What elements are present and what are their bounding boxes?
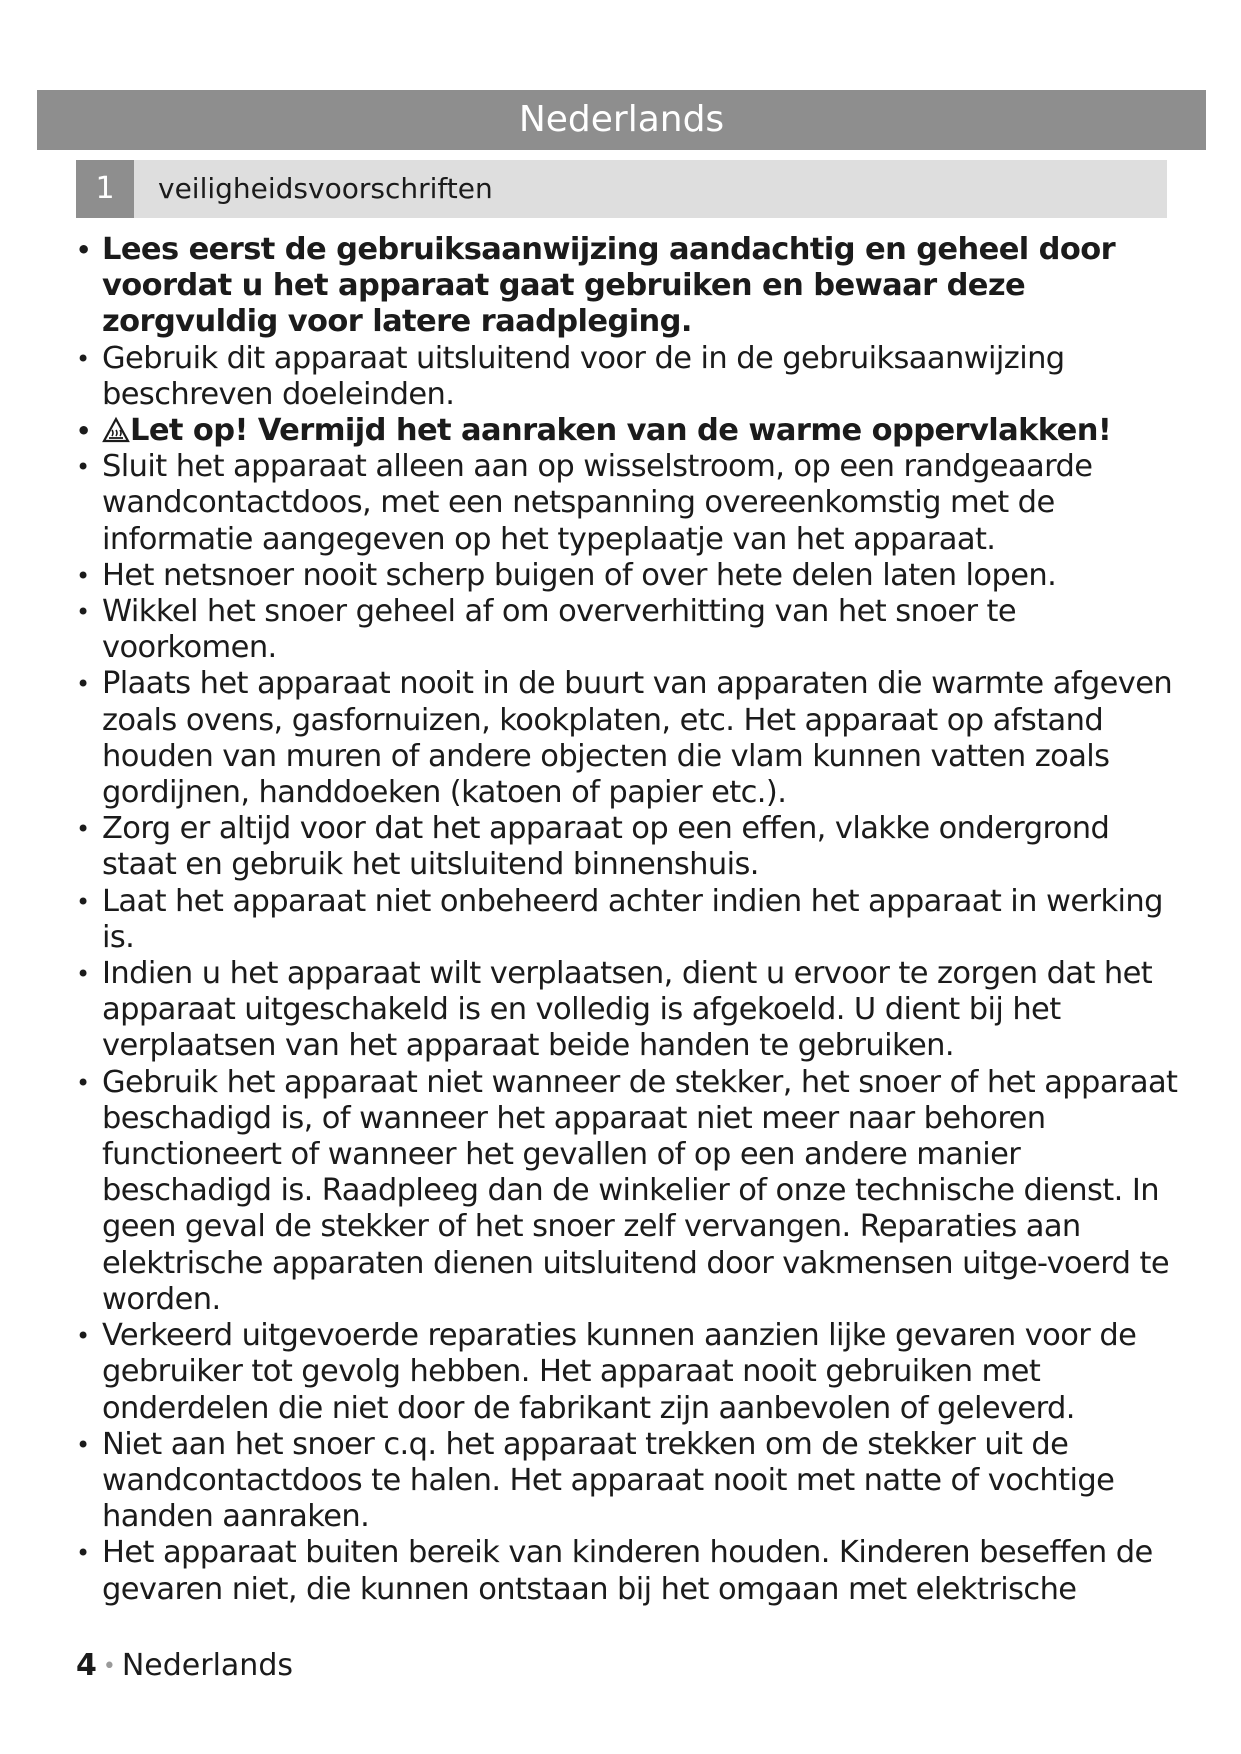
list-item-text: Het netsnoer nooit scherp buigen of over hete delen laten lopen. <box>102 557 1057 593</box>
page-number: 4 <box>76 1648 97 1683</box>
list-item-text: Indien u het apparaat wilt verplaatsen, dient u ervoor te zorgen dat het apparaat uitgeschakeld is en volledig is afgekoeld. U dient bij het verplaatsen van het apparaat beide handen te gebruiken. <box>102 956 1153 1064</box>
list-item <box>74 232 1184 341</box>
list-item-text: Zorg er altijd voor dat het apparaat op een effen, vlakke ondergrond staat en gebruik het uitsluitend binnenshuis. <box>102 811 1110 883</box>
bullet-icon: • <box>76 815 90 844</box>
bullet-icon: • <box>76 344 90 373</box>
list-item-text: Plaats het apparaat nooit in de buurt van apparaten die warmte afgeven zoals ovens, gasfornuizen, kookplaten, etc. Het apparaat op afstand houden van muren of andere objecten die vlam kunnen vatten zoals gordijnen, handdoeken (katoen of papier etc.). <box>102 666 1173 811</box>
list-item <box>74 1535 1184 1607</box>
bullet-icon: • <box>76 1539 90 1568</box>
list-item-text: Verkeerd uitgevoerde reparaties kunnen aanzien lijke gevaren voor de gebruiker tot gevolg hebben. Het apparaat nooit gebruiken met onderdelen die niet door de fabrikant zijn aanbevolen of geleverd. <box>102 1318 1137 1426</box>
list-item <box>74 341 1184 413</box>
list-item-text: Lees eerst de gebruiksaanwijzing aandachtig en geheel door voordat u het apparaat gaat gebruiken en bewaar deze zorgvuldig voor latere raadpleging. <box>102 232 1116 340</box>
language-banner <box>37 90 1206 150</box>
list-item-text: Het apparaat buiten bereik van kinderen houden. Kinderen beseffen de gevaren niet, die kunnen ontstaan bij het omgaan met elektrische <box>102 1535 1153 1607</box>
bullet-icon: • <box>76 561 90 590</box>
bullet-icon: • <box>76 1430 90 1459</box>
list-item-text: Wikkel het snoer geheel af om oververhitting van het snoer te voorkomen. <box>102 594 1017 666</box>
section-title: veiligheidsvoorschriften <box>158 172 493 205</box>
bullet-icon: • <box>76 1068 90 1097</box>
list-item <box>74 1065 1184 1318</box>
bullet-icon: • <box>76 417 91 446</box>
list-item <box>74 558 1184 594</box>
footer-language: Nederlands <box>121 1648 293 1683</box>
section-number: 1 <box>76 160 134 218</box>
list-item-text: Gebruik dit apparaat uitsluitend voor de in de gebruiksaanwijzing beschreven doeleinden. <box>102 340 1065 412</box>
bullet-icon: • <box>76 453 90 482</box>
list-item <box>74 956 1184 1065</box>
page-footer <box>76 1646 293 1687</box>
bullet-icon: • <box>76 1322 90 1351</box>
bullet-icon: • <box>76 887 90 916</box>
list-item <box>74 1427 1184 1536</box>
list-item <box>74 811 1184 883</box>
list-item <box>74 1318 1184 1427</box>
list-item <box>74 449 1184 558</box>
bullet-icon: • <box>76 670 90 699</box>
list-item-text: Laat het apparaat niet onbeheerd achter indien het apparaat in werking is. <box>102 883 1163 955</box>
hot-surface-warning-icon <box>102 416 130 444</box>
bullet-icon: • <box>76 960 90 989</box>
bullet-icon: • <box>76 598 90 627</box>
footer-separator: • <box>102 1654 116 1679</box>
list-item-text: Niet aan het snoer c.q. het apparaat trekken om de stekker uit de wandcontactdoos te halen. Het apparaat nooit met natte of vochtige handen aanraken. <box>102 1426 1115 1535</box>
section-header <box>76 160 1167 218</box>
list-item <box>74 666 1184 811</box>
list-item-text: Let op! Vermijd het aanraken van de warme oppervlakken! <box>130 413 1112 449</box>
list-item-text: Gebruik het apparaat niet wanneer de stekker, het snoer of het apparaat beschadigd is, of wanneer het apparaat niet meer naar behoren functioneert of wanneer het gevallen of op een andere manier beschadigd is. Raadpleeg dan de winkelier of onze technische dienst. In geen geval de stekker of het snoer zelf vervangen. Reparaties aan elektrische apparaten dienen uitsluitend door vakmensen uitge-voerd te worden. <box>102 1064 1178 1317</box>
list-item <box>74 884 1184 956</box>
list-item <box>74 413 1184 449</box>
list-item <box>74 594 1184 666</box>
safety-instructions-list <box>74 232 1184 1608</box>
bullet-icon: • <box>76 236 91 264</box>
language-banner-title: Nederlands <box>518 99 725 140</box>
list-item-text: Sluit het apparaat alleen aan op wisselstroom, op een randgeaarde wandcontactdoos, met een netspanning overeenkomstig met de informatie aangegeven op het typeplaatje van het apparaat. <box>102 449 1093 557</box>
